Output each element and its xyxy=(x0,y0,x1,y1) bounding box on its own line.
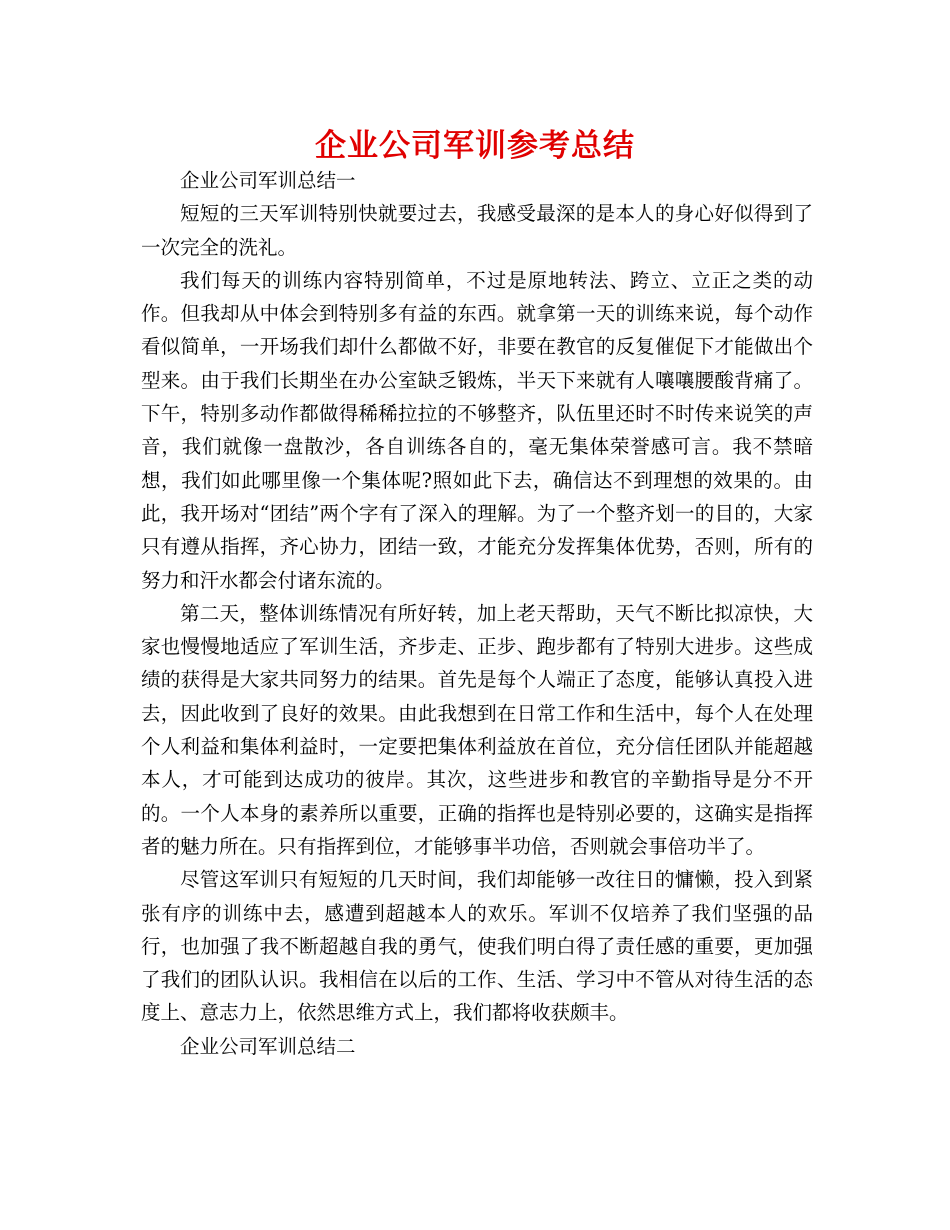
section-heading: 企业公司军训总结一 xyxy=(180,169,356,192)
document-body xyxy=(141,164,813,1063)
paragraph: 短短的三天军训特别快就要过去，我感受最深的是本人的身心好似得到了一次完全的洗礼。 xyxy=(141,202,813,259)
paragraph: 第二天，整体训练情况有所好转，加上老天帮助，天气不断比拟凉快，大家也慢慢地适应了军训生活，齐步走、正步、跑步都有了特别大进步。这些成绩的获得是大家共同努力的结果。首先是每个人端正了态度，能够认真投入进去，因此收到了良好的效果。由此我想到在日常工作和生活中，每个人在处理个人利益和集体利益时，一定要把集体利益放在首位，充分信任团队并能超越本人，才可能到达成功的彼岸。其次，这些进步和教官的辛勤指导是分不开的。一个人本身的素养所以重要，正确的指挥也是特别必要的，这确实是指挥者的魅力所在。只有指挥到位，才能够事半功倍，否则就会事倍功半了。 xyxy=(141,601,813,858)
paragraph: 尽管这军训只有短短的几天时间，我们却能够一改往日的慵懒，投入到紧张有序的训练中去，感遭到超越本人的欢乐。军训不仅培养了我们坚强的品行，也加强了我不断超越自我的勇气，使我们明白得了责任感的重要，更加强了我们的团队认识。我相信在以后的工作、生活、学习中不管从对待生活的态度上、意志力上，依然思维方式上，我们都将收获颇丰。 xyxy=(141,868,813,1025)
document-title: 企业公司军训参考总结 xyxy=(315,128,635,164)
section-heading: 企业公司军训总结二 xyxy=(180,1034,356,1058)
paragraph: 我们每天的训练内容特别简单，不过是原地转法、跨立、立正之类的动作。但我却从中体会到特别多有益的东西。就拿第一天的训练来说，每个动作看似简单，一开场我们却什么都做不好，非要在教官的反复催促下才能做出个型来。由于我们长期坐在办公室缺乏锻炼，半天下来就有人嚷嚷腰酸背痛了。下午，特别多动作都做得稀稀拉拉的不够整齐，队伍里还时不时传来说笑的声音，我们就像一盘散沙，各自训练各自的，毫无集体荣誉感可言。我不禁暗想，我们如此哪里像一个集体呢?照如此下去，确信达不到理想的效果的。由此，我开场对“团结”两个字有了深入的理解。为了一个整齐划一的目的，大家只有遵从指挥，齐心协力，团结一致，才能充分发挥集体优势，否则，所有的努力和汗水都会付诸东流的。 xyxy=(141,268,813,592)
